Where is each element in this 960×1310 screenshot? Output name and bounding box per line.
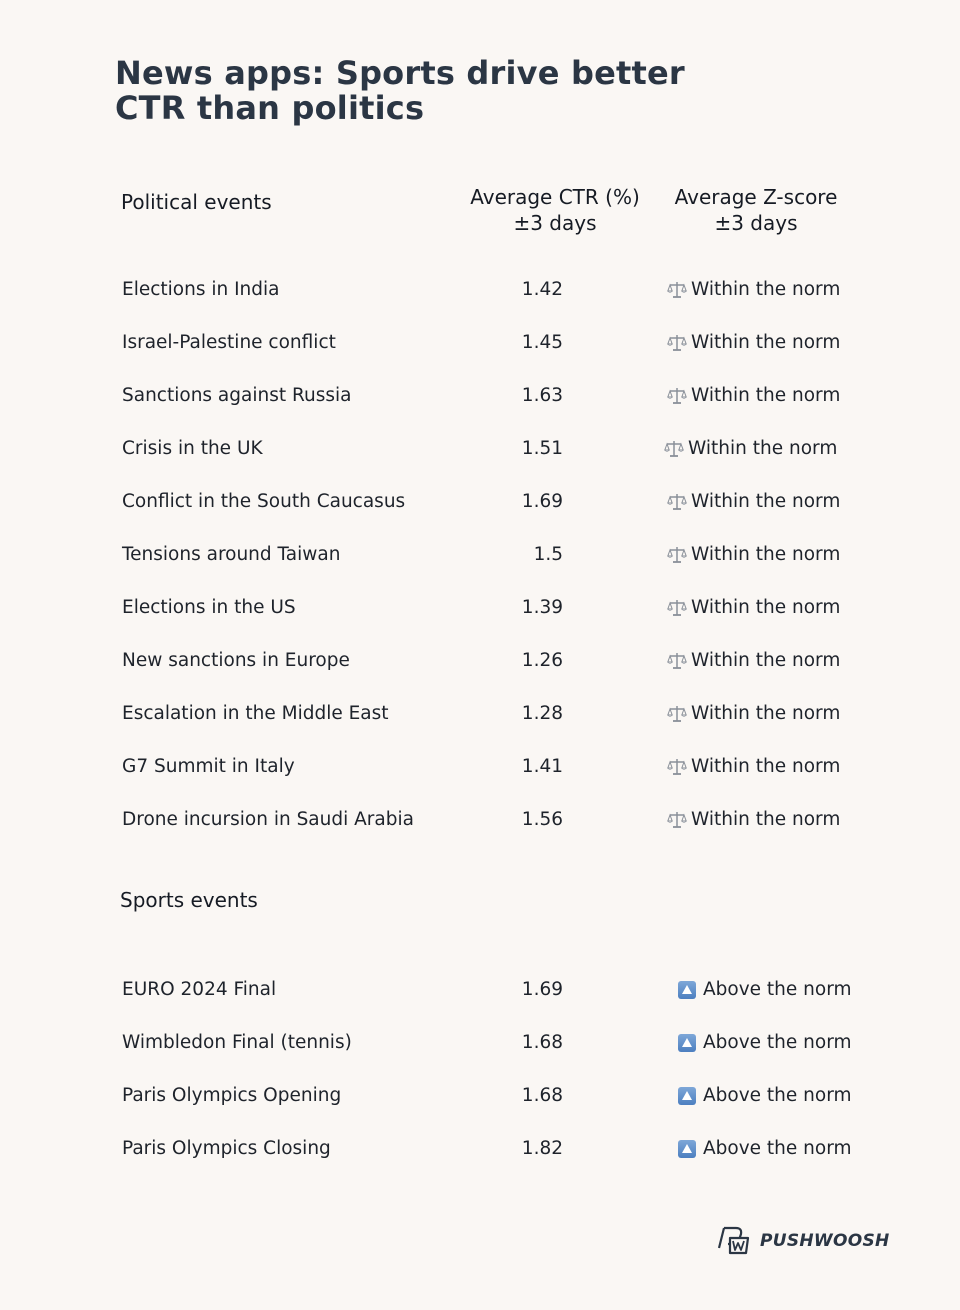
zscore-label: Within the norm [691,597,841,618]
event-name: Escalation in the Middle East [122,703,389,724]
column-header-zscore [655,184,857,236]
table-row [0,1029,960,1059]
zscore-status [667,543,840,567]
section-title-sports: Sports events [120,888,258,912]
table-row [0,488,960,518]
table-row [0,276,960,306]
section-title-political: Political events [121,190,272,214]
event-name: Elections in India [122,279,280,300]
zscore-label: Within the norm [691,491,841,512]
balance-scale-icon [664,439,684,459]
zscore-label: Within the norm [691,650,841,671]
column-header-ctr [455,184,655,236]
event-name: Israel-Palestine conflict [122,332,336,353]
zscore-label: Within the norm [691,756,841,777]
column-header-zscore-line2: ±3 days [714,211,798,235]
ctr-value: 1.42 [521,279,563,300]
column-header-zscore-line1: Average Z-score [674,185,838,209]
ctr-value: 1.63 [521,385,563,406]
ctr-value: 1.69 [521,979,563,1000]
column-header-ctr-line2: ±3 days [513,211,597,235]
event-name: EURO 2024 Final [122,979,277,1000]
ctr-value: 1.82 [521,1138,563,1159]
zscore-label: Within the norm [691,279,841,300]
table-row [0,329,960,359]
ctr-value: 1.41 [521,756,563,777]
ctr-value: 1.39 [521,597,563,618]
balance-scale-icon [667,492,687,512]
balance-scale-icon [667,598,687,618]
balance-scale-icon [667,333,687,353]
zscore-status [667,331,840,355]
event-name: Conflict in the South Caucasus [122,491,406,512]
ctr-value: 1.28 [521,703,563,724]
ctr-value: 1.68 [521,1032,563,1053]
zscore-label: Within the norm [691,332,841,353]
table-row [0,541,960,571]
up-arrow-button-icon [678,1034,696,1052]
table-row [0,753,960,783]
table-row [0,1135,960,1165]
zscore-status [678,1031,852,1055]
up-arrow-button-icon [678,1140,696,1158]
zscore-label: Above the norm [703,1138,852,1159]
zscore-label: Within the norm [691,544,841,565]
zscore-label: Within the norm [691,385,841,406]
ctr-value: 1.5 [533,544,563,565]
zscore-status [678,1137,852,1161]
balance-scale-icon [667,545,687,565]
event-name: G7 Summit in Italy [122,756,295,777]
column-header-ctr-line1: Average CTR (%) [470,185,640,209]
zscore-status [667,649,840,673]
balance-scale-icon [667,810,687,830]
ctr-value: 1.68 [521,1085,563,1106]
ctr-value: 1.69 [521,491,563,512]
up-arrow-button-icon [678,981,696,999]
table-row [0,976,960,1006]
up-arrow-button-icon [678,1087,696,1105]
event-name: Drone incursion in Saudi Arabia [122,809,414,830]
ctr-value: 1.26 [521,650,563,671]
table-row [0,594,960,624]
event-name: Tensions around Taiwan [122,544,341,565]
page-title: News apps: Sports drive better CTR than politics [115,54,685,127]
brand-name: PUSHWOOSH [760,1231,890,1251]
zscore-status [678,978,852,1002]
event-name: Sanctions against Russia [122,385,352,406]
zscore-status [667,384,840,408]
table-row [0,382,960,412]
zscore-label: Above the norm [703,1085,852,1106]
zscore-label: Within the norm [688,438,838,459]
balance-scale-icon [667,704,687,724]
pushwoosh-logo [718,1226,890,1256]
zscore-status [667,755,840,779]
zscore-label: Within the norm [691,809,841,830]
balance-scale-icon [667,757,687,777]
event-name: Elections in the US [122,597,296,618]
balance-scale-icon [667,651,687,671]
ctr-value: 1.56 [521,809,563,830]
event-name: Crisis in the UK [122,438,263,459]
table-row [0,435,960,465]
table-row [0,806,960,836]
zscore-status [667,278,840,302]
zscore-status [667,490,840,514]
event-name: Paris Olympics Opening [122,1085,342,1106]
zscore-status [678,1084,852,1108]
zscore-status [664,437,837,461]
balance-scale-icon [667,280,687,300]
table-row [0,700,960,730]
zscore-status [667,808,840,832]
pushwoosh-logo-icon [718,1226,752,1256]
table-row [0,647,960,677]
zscore-label: Above the norm [703,979,852,1000]
event-name: Paris Olympics Closing [122,1138,331,1159]
event-name: New sanctions in Europe [122,650,350,671]
zscore-label: Within the norm [691,703,841,724]
table-row [0,1082,960,1112]
zscore-status [667,702,840,726]
ctr-value: 1.45 [521,332,563,353]
zscore-status [667,596,840,620]
event-name: Wimbledon Final (tennis) [122,1032,352,1053]
balance-scale-icon [667,386,687,406]
zscore-label: Above the norm [703,1032,852,1053]
ctr-value: 1.51 [521,438,563,459]
